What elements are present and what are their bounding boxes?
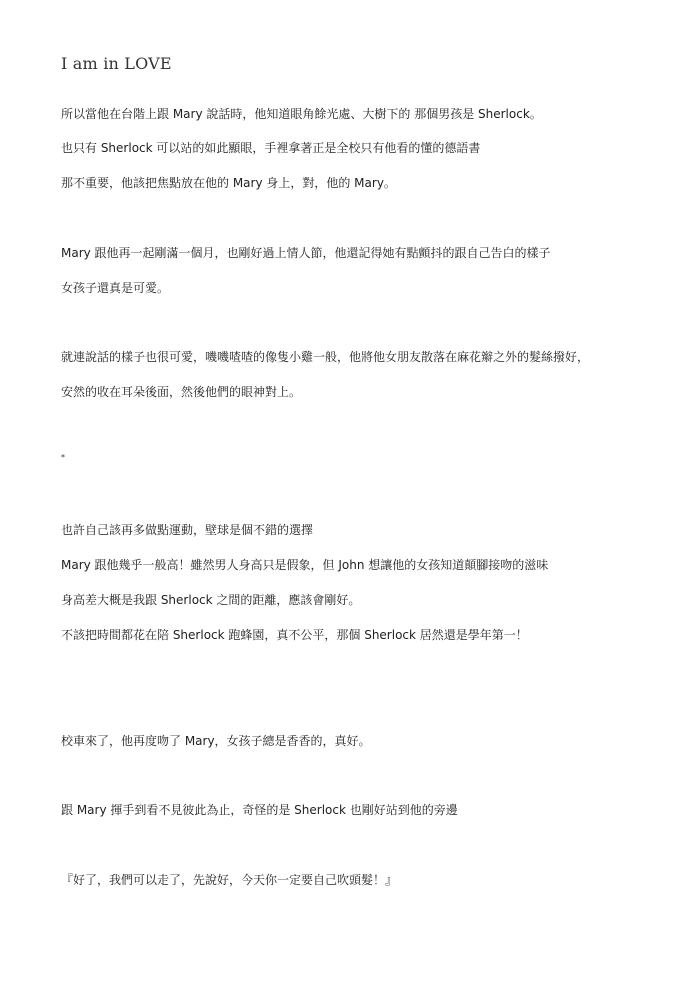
paragraph-line: 校車來了，他再度吻了 Mary，女孩子總是香香的，真好。 [61,734,371,748]
paragraph-line: Mary 跟他幾乎一般高！雖然男人身高只是假象，但 John 想讓他的女孩知道顛腳接吻的滋味 [61,558,549,572]
section-break-asterisk: * [61,453,65,462]
paragraph-line: Mary 跟他再一起剛滿一個月，也剛好過上情人節，他還記得她有點顫抖的跟自己告白的樣子 [61,246,551,260]
paragraph-line: 身高差大概是我跟 Sherlock 之間的距離，應該會剛好。 [61,593,361,607]
paragraph-line: 不該把時間都花在陪 Sherlock 跑蜂園，真不公平，那個 Sherlock 居然還是學年第一！ [61,628,528,642]
document-title: I am in LOVE [61,54,172,73]
paragraph-line: 也只有 Sherlock 可以站的如此顯眼，手裡拿著正是全校只有他看的懂的德語書 [61,141,481,155]
paragraph-line: 所以當他在台階上跟 Mary 說話時，他知道眼角餘光處、大樹下的 那個男孩是 Sherlock。 [61,107,542,121]
paragraph-line: 那不重要，他該把焦點放在他的 Mary 身上，對，他的 Mary。 [61,176,396,190]
paragraph-line: 安然的收在耳朵後面，然後他們的眼神對上。 [61,385,302,399]
paragraph-line: 就連說話的樣子也很可愛，嘰嘰喳喳的像隻小雞一般，他將他女朋友散落在麻花辮之外的髮絲撥好， [61,350,590,364]
quoted-dialogue-line: 『好了，我們可以走了，先說好，今天你一定要自己吹頭髮！』 [61,873,398,887]
paragraph-line: 女孩子還真是可愛。 [61,281,170,295]
paragraph-line: 也許自己該再多做點運動，壁球是個不錯的選擇 [61,523,314,537]
paragraph-line: 跟 Mary 揮手到看不見彼此為止，奇怪的是 Sherlock 也剛好站到他的旁邊 [61,803,458,817]
